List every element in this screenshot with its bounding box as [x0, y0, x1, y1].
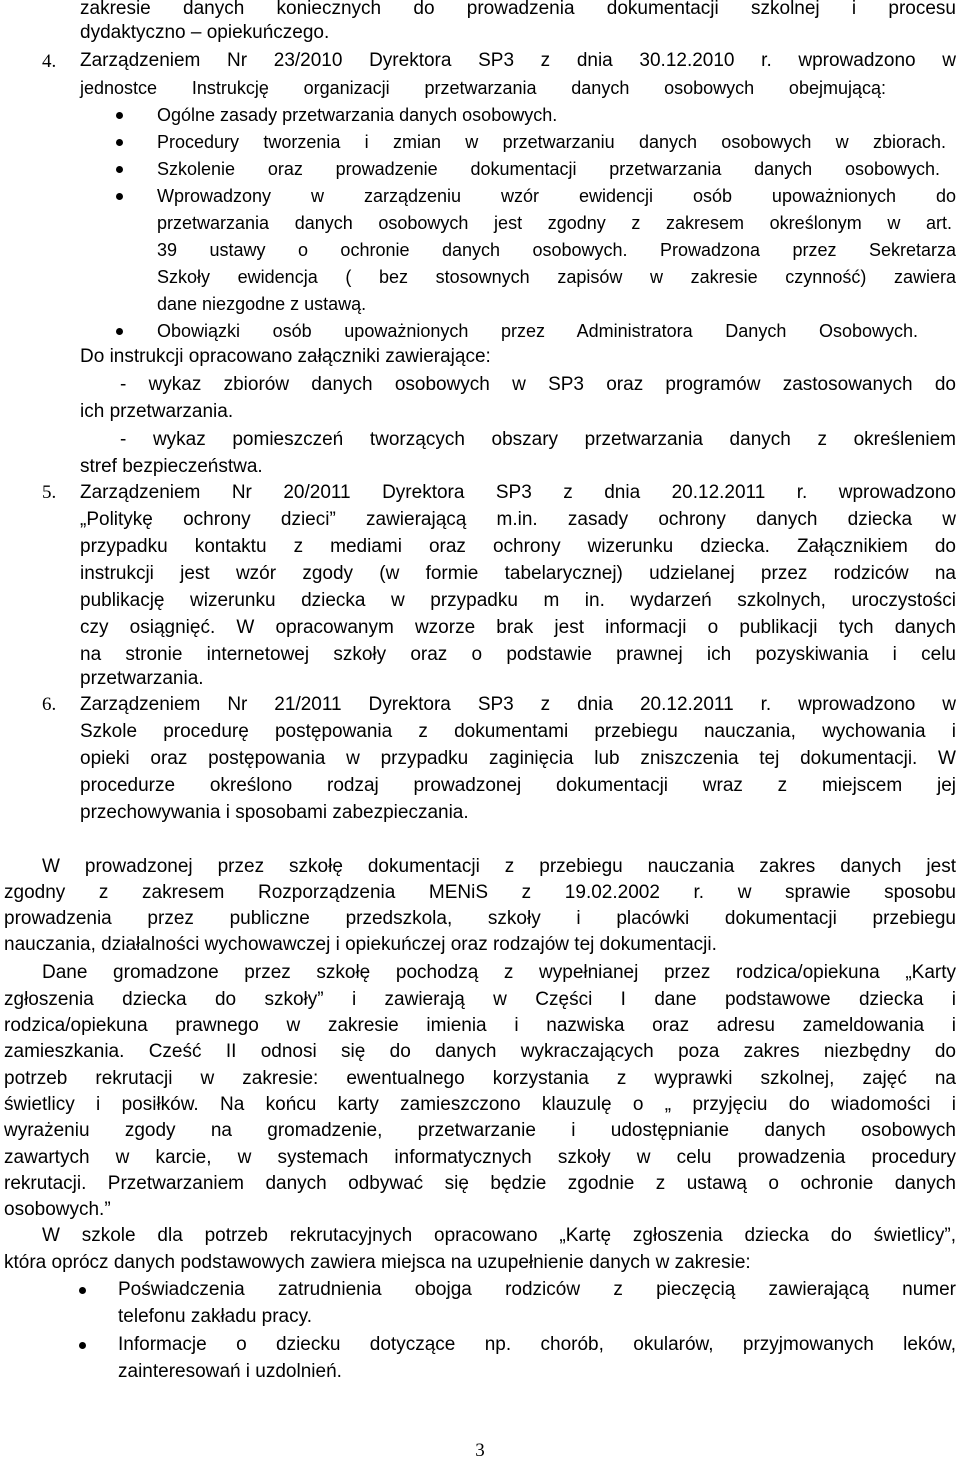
text-line: osobowych.” — [4, 1199, 111, 1220]
bullet — [79, 1342, 86, 1349]
bullet — [116, 139, 123, 146]
bullet — [79, 1287, 86, 1294]
text-line: Poświadczenia zatrudnienia obojga rodziców z pieczęcią zawierającą numer — [118, 1279, 956, 1300]
text-line: Zarządzeniem Nr 21/2011 Dyrektora SP3 z dnia 20.12.2011 r. wprowadzono w — [80, 694, 956, 715]
bullet — [116, 328, 123, 335]
text-line: jednostce Instrukcję organizacji przetwarzania danych osobowych obejmującą: — [80, 78, 886, 98]
text-line: - wykaz pomieszczeń tworzących obszary przetwarzania danych z określeniem — [120, 429, 956, 450]
text-line: Procedury tworzenia i zmian w przetwarzaniu danych osobowych w zbiorach. — [157, 132, 946, 152]
text-line: procedurze określono rodzaj prowadzonej dokumentacji wraz z miejscem jej — [80, 775, 956, 796]
text-line: Wprowadzony w zarządzeniu wzór ewidencji osób upoważnionych do — [157, 186, 956, 206]
text-line: która oprócz danych podstawowych zawiera miejsca na uzupełnienie danych w zakresie: — [4, 1252, 751, 1273]
text-line: Ogólne zasady przetwarzania danych osobowych. — [157, 105, 558, 125]
text-line: zgłoszenia dziecka do szkoły” i zawierają w Części I dane podstawowe dziecka i — [4, 989, 956, 1010]
text-line: zamieszkania. Cześć II odnosi się do danych wykraczających poza zakres niezbędny do — [4, 1041, 956, 1062]
text-line: przypadku kontaktu z mediami oraz ochrony wizerunku dziecka. Załącznikiem do — [80, 536, 956, 557]
text-line: prowadzenia przez publiczne przedszkola, szkoły i placówki dokumentacji przebiegu — [4, 908, 956, 929]
text-line: 39 ustawy o ochronie danych osobowych. Prowadzona przez Sekretarza — [157, 240, 956, 260]
text-line: rodzica/opiekuna prawnego w zakresie imienia i nazwiska oraz adresu zameldowania i — [4, 1015, 956, 1036]
text-line: zainteresowań i uzdolnień. — [118, 1361, 342, 1382]
text-line: potrzeb rekrutacji w zakresie: ewentualnego korzystania z wyprawki szkolnej, zajęć na — [4, 1068, 956, 1089]
text-line: Obowiązki osób upoważnionych przez Administratora Danych Osobowych. — [157, 321, 918, 341]
text-line: Szkole procedurę postępowania z dokumentami przebiegu nauczania, wychowania i — [80, 721, 956, 742]
list-number-4: 4. — [42, 51, 57, 72]
text-line: publikację wizerunku dziecka w przypadku m in. wydarzeń szkolnych, uroczystości — [80, 590, 956, 611]
text-line: instrukcji jest wzór zgody (w formie tabelarycznej) udzielanej przez rodziców na — [80, 563, 956, 584]
list-number-5: 5. — [42, 482, 57, 503]
text-line: Dane gromadzone przez szkołę pochodzą z wypełnianej przez rodzica/opiekuna „Karty — [42, 962, 956, 983]
text-line: dydaktyczno – opiekuńczego. — [80, 22, 330, 43]
text-line: Zarządzeniem Nr 23/2010 Dyrektora SP3 z dnia 30.12.2010 r. wprowadzono w — [80, 50, 956, 71]
page-number: 3 — [475, 1440, 485, 1461]
text-line: przetwarzania danych osobowych jest zgodny z zakresem określonym w art. — [157, 213, 952, 233]
text-line: Szkolenie oraz prowadzenie dokumentacji przetwarzania danych osobowych. — [157, 159, 940, 179]
text-line: W szkole dla potrzeb rekrutacyjnych opracowano „Kartę zgłoszenia dziecka do świetlicy”, — [42, 1225, 956, 1246]
text-line: przetwarzania. — [80, 668, 204, 689]
text-line: wyrażeniu zgody na gromadzenie, przetwarzanie i udostępnianie danych osobowych — [4, 1120, 956, 1141]
text-line: nauczania, działalności wychowawczej i opiekuńczej oraz rodzajów tej dokumentacji. — [4, 934, 717, 955]
list-number-6: 6. — [42, 694, 57, 715]
text-line: zakresie danych koniecznych do prowadzenia dokumentacji szkolnej i procesu — [80, 0, 956, 19]
bullet — [116, 166, 123, 173]
text-line: „Politykę ochrony dzieci” zawierającą m.in. zasady ochrony danych dziecka w — [80, 509, 956, 530]
text-line: opieki oraz postępowania w przypadku zaginięcia lub zniszczenia tej dokumentacji. W — [80, 748, 956, 769]
text-line: telefonu zakładu pracy. — [118, 1306, 312, 1327]
text-line: czy osiągnięć. W opracowanym wzorze brak jest informacji o publikacji tych danych — [80, 617, 956, 638]
bullet — [116, 112, 123, 119]
text-line: Zarządzeniem Nr 20/2011 Dyrektora SP3 z dnia 20.12.2011 r. wprowadzono — [80, 482, 956, 503]
text-line: rekrutacji. Przetwarzaniem danych odbywać się będzie zgodnie z ustawą o ochronie danych — [4, 1173, 956, 1194]
text-line: zgodny z zakresem Rozporządzenia MENiS z 19.02.2002 r. w sprawie sposobu — [4, 882, 956, 903]
text-line: dane niezgodne z ustawą. — [157, 294, 367, 314]
text-line: stref bezpieczeństwa. — [80, 456, 263, 477]
text-line: Do instrukcji opracowano załączniki zawierające: — [80, 346, 491, 367]
text-line: Szkoły ewidencja ( bez stosownych zapisów w zakresie czynność) zawiera — [157, 267, 956, 287]
text-line: na stronie internetowej szkoły oraz o podstawie prawnej ich pozyskiwania i celu — [80, 644, 956, 665]
text-line: - wykaz zbiorów danych osobowych w SP3 oraz programów zastosowanych do — [120, 374, 956, 395]
text-line: przechowywania i sposobami zabezpieczania. — [80, 802, 469, 823]
text-line: ich przetwarzania. — [80, 401, 234, 422]
text-line: Informacje o dziecku dotyczące np. chorób, okularów, przyjmowanych leków, — [118, 1334, 956, 1355]
text-line: świetlicy i posiłków. Na końcu karty zamieszczono klauzulę o „ przyjęciu do wiadomości i — [4, 1094, 956, 1115]
text-line: zawartych w karcie, w systemach informatycznych szkoły w celu prowadzenia procedury — [4, 1147, 956, 1168]
bullet — [116, 193, 123, 200]
text-line: W prowadzonej przez szkołę dokumentacji z przebiegu nauczania zakres danych jest — [42, 856, 956, 877]
